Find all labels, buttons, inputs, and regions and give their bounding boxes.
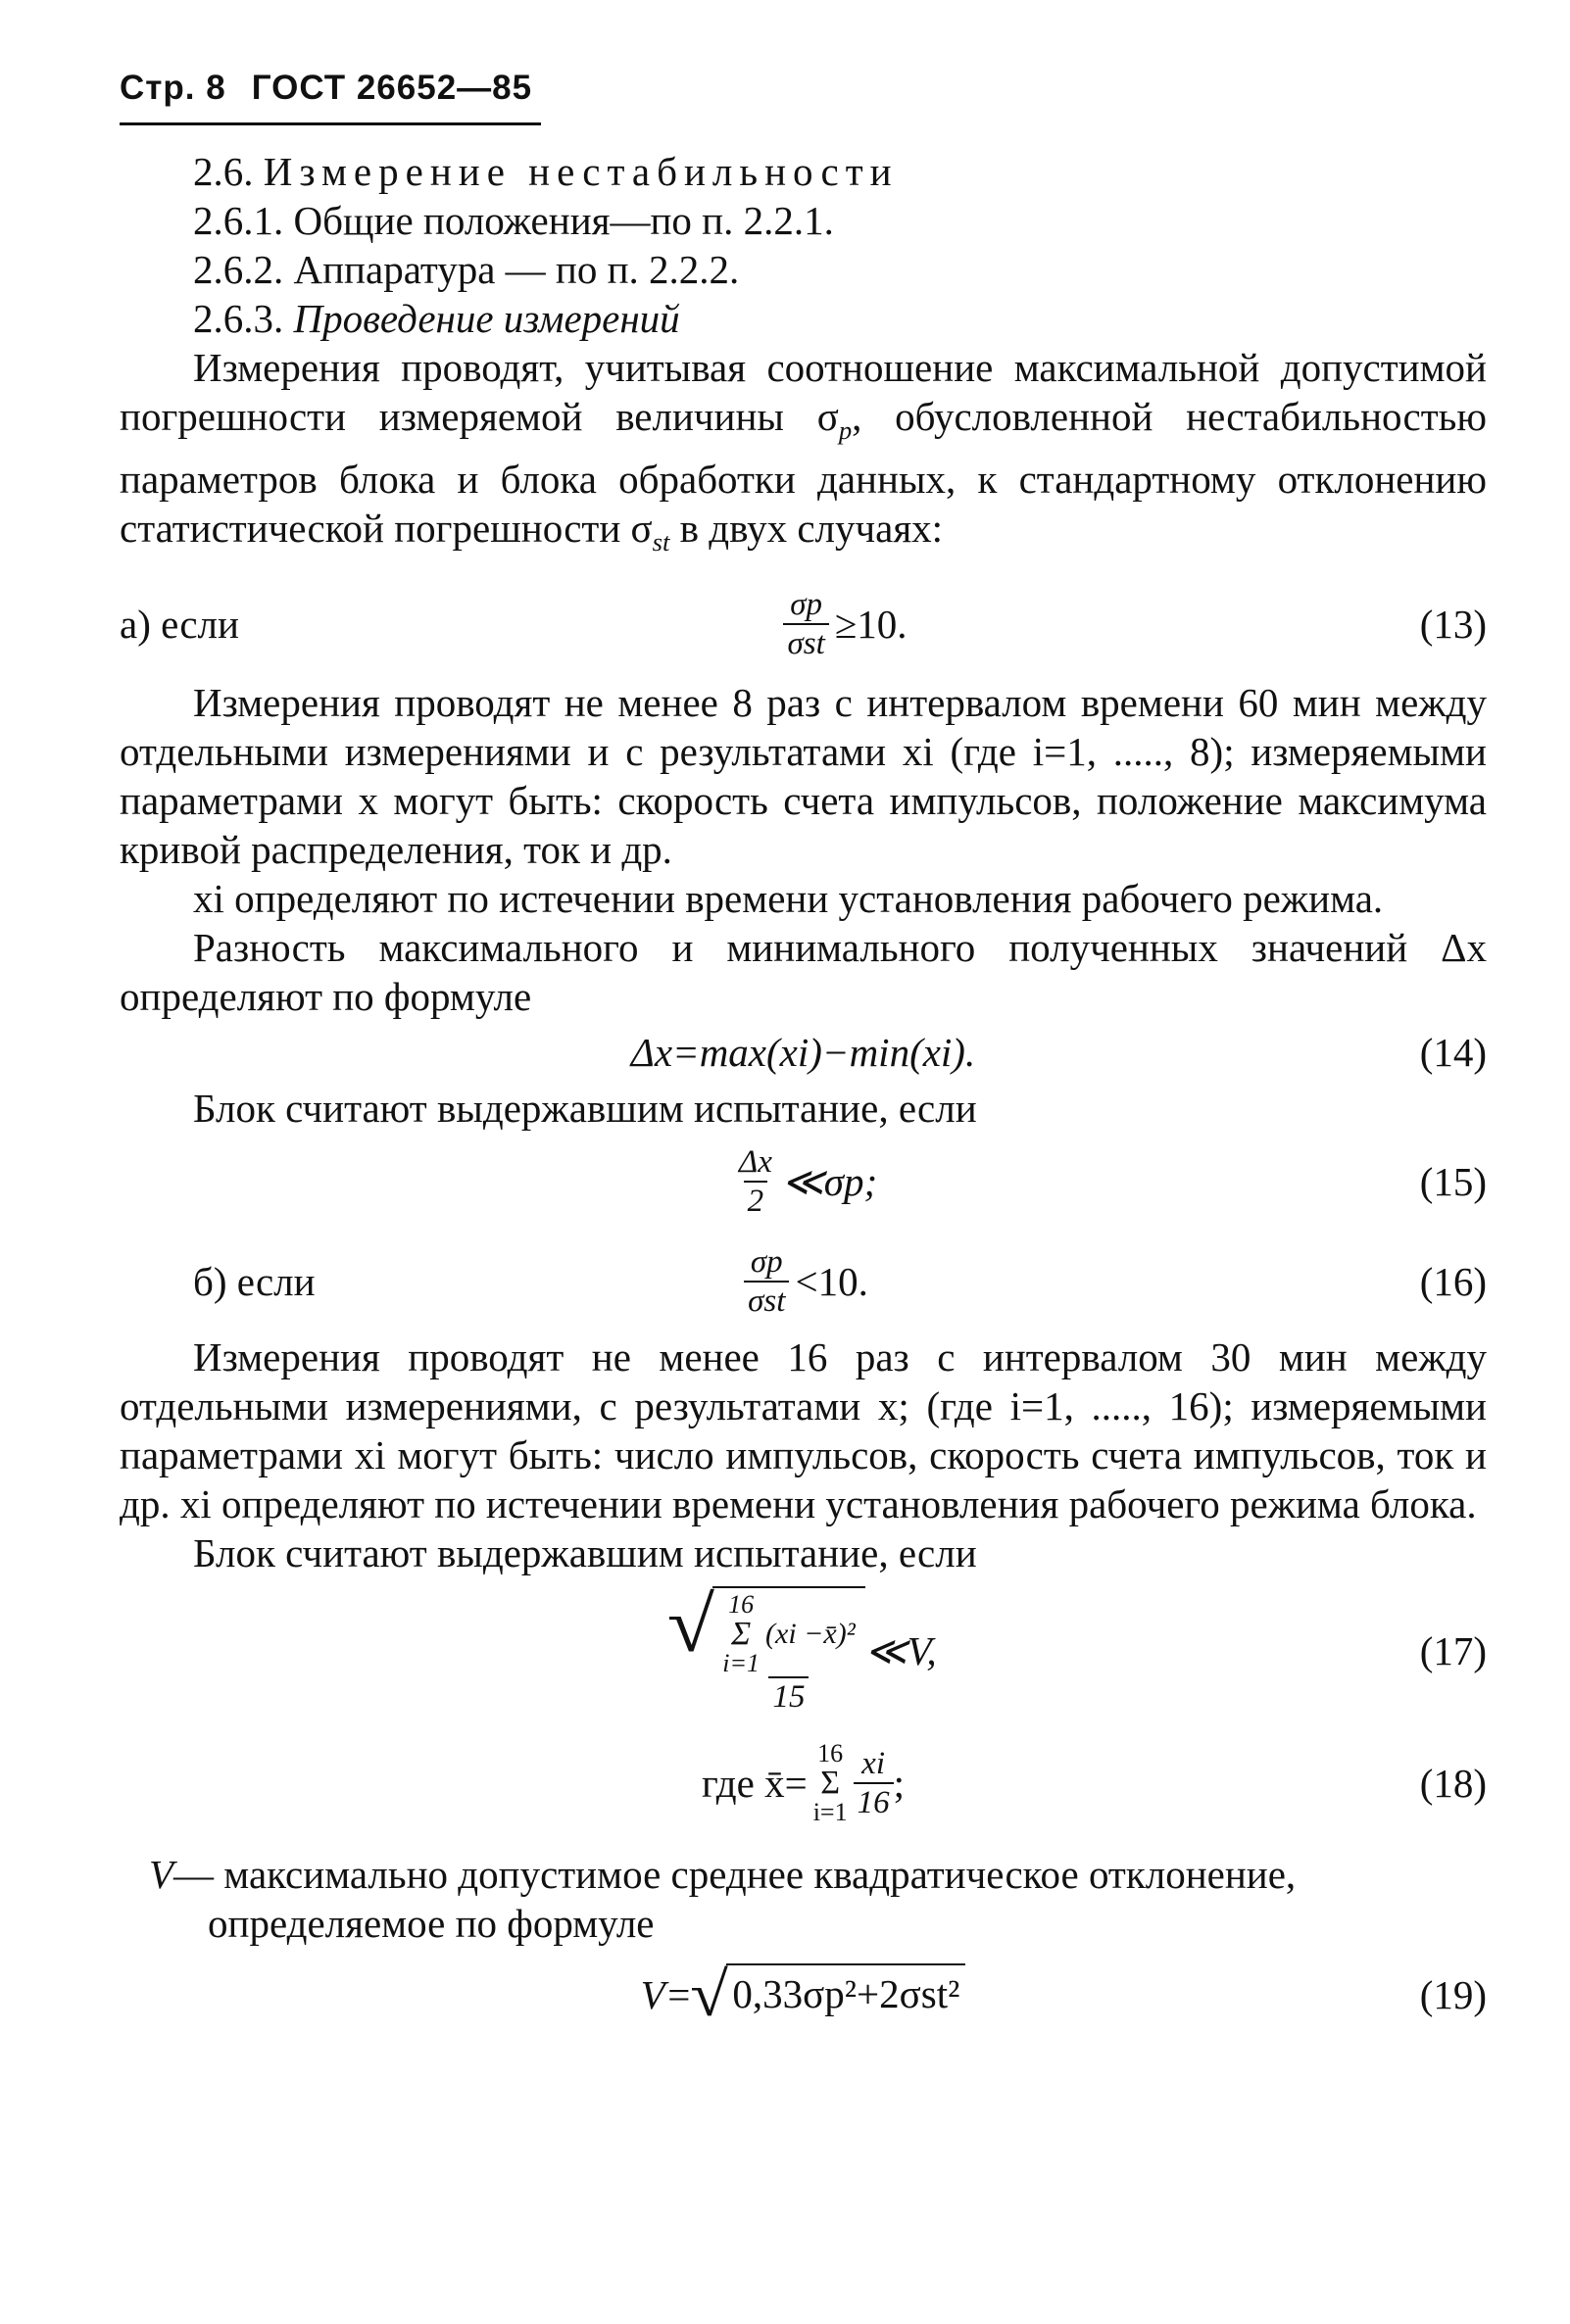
standard-number: ГОСТ 26652—85 xyxy=(251,69,533,107)
radical-icon: √ xyxy=(690,1960,729,2030)
clause-2-6-2: 2.6.2. Аппаратура — по п. 2.2.2. xyxy=(193,247,740,292)
paragraph-a2: xi определяют по истечении времени установления рабочего режима. xyxy=(193,876,1384,922)
equation-15-fraction: $\frac{\Delta x}{2}$ xyxy=(738,1144,772,1220)
section-title: 2.6. Измерение нестабильности xyxy=(193,149,899,194)
page-header xyxy=(120,69,532,108)
equation-17-label: (17) xyxy=(1419,1628,1487,1674)
paragraph-a3: Разность максимального и минимального полученных значений Δx определяют по формуле xyxy=(120,925,1487,1020)
clause-2-6-3-title: Проведение измерений xyxy=(293,296,680,341)
equation-19-root: √ 0,33σp²+2σst² xyxy=(692,1963,965,2026)
radical-icon: √ xyxy=(667,1582,715,1670)
equation-13: а) если $\frac{\sigma p}{\text{σst}}$ ≥10. (13) xyxy=(120,587,1487,662)
equation-15: $\frac{\Delta x}{2}$ ≪σp; (15) xyxy=(120,1133,1487,1231)
equation-17: √ 16 Σ i=1 (xi −x̄)² 15 ≪V, (17) xyxy=(667,1582,1487,1716)
definition-v: V— максимально допустимое среднее квадратическое отклонение, определяемое по формуле xyxy=(149,1852,1297,1947)
equation-19-label: (19) xyxy=(1419,1972,1487,2018)
paragraph-b1: Измерения проводят не менее 16 раз с интервалом 30 мин между отдельными измерениями, с результатами x; (где i=1, ....., 16); измеряемыми параметрами xi могут быть: число импульсов, скорость счета импульсов, ток и др. xi определяют по истечении времени установления рабочего режима блока. xyxy=(120,1334,1487,1527)
paragraph-a4: Блок считают выдержавшим испытание, если xyxy=(193,1086,977,1132)
section-title-text: Измерение нестабильности xyxy=(263,149,899,194)
page-label: Стр. 8 xyxy=(120,69,226,107)
sum-icon: 16 Σ i=1 xyxy=(812,1739,848,1827)
equation-14-label: (14) xyxy=(1419,1030,1487,1076)
equation-16-label: (16) xyxy=(1419,1259,1487,1305)
equation-16-fraction: $\frac{\sigma p}{\text{σst}}$ xyxy=(744,1243,789,1320)
equation-16-lead: б) если xyxy=(193,1259,316,1305)
paragraph-b2: Блок считают выдержавшим испытание, если xyxy=(193,1530,977,1576)
page-body xyxy=(120,147,1487,2042)
sum-icon: 16 Σ i=1 xyxy=(722,1590,760,1678)
paragraph-a1: Измерения проводят не менее 8 раз с интервалом времени 60 мин между отдельными измерениями и с результатами xi (где i=1, ....., 8); измеряемыми параметрами x могут быть: скорость счета импульсов, положение максимума кривой распределения, ток и др. xyxy=(120,680,1487,873)
equation-13-label: (13) xyxy=(1419,602,1487,648)
clause-2-6-1: 2.6.1. Общие положения—по п. 2.2.1. xyxy=(193,198,834,243)
equation-15-label: (15) xyxy=(1419,1159,1487,1205)
header-rule xyxy=(120,122,541,125)
equation-14-expr: Δx=max(xi)−min(xi). xyxy=(630,1030,976,1076)
equation-17-root: √ 16 Σ i=1 (xi −x̄)² 15 xyxy=(669,1586,864,1716)
equation-13-fraction: $\frac{\sigma p}{\text{σst}}$ xyxy=(783,586,828,662)
equation-16: б) если $\frac{\sigma p}{\text{σst}}$ <10. (16) xyxy=(193,1244,1487,1320)
equation-14 xyxy=(120,1021,1487,1084)
equation-18: где x̄= 16 Σ i=1 $\frac{xi}{16}$ ; (18) xyxy=(701,1739,1487,1827)
equation-18-label: (18) xyxy=(1419,1761,1487,1807)
intro-paragraph: Измерения проводят, учитывая соотношение максимальной допустимой погрешности измеряемой величины $\sigma_p$, обусловленной нестабильностью параметров блока и блока обработки данных, к стандартному отклонению статистической погрешности $\sigma_{st}$ в двух случаях: xyxy=(120,345,1487,557)
clause-2-6-3: 2.6.3. Проведение измерений xyxy=(193,296,680,341)
equation-13-lead: а) если xyxy=(120,602,239,648)
equation-19: V= √ 0,33σp²+2σst² (19) xyxy=(640,1960,1487,2030)
